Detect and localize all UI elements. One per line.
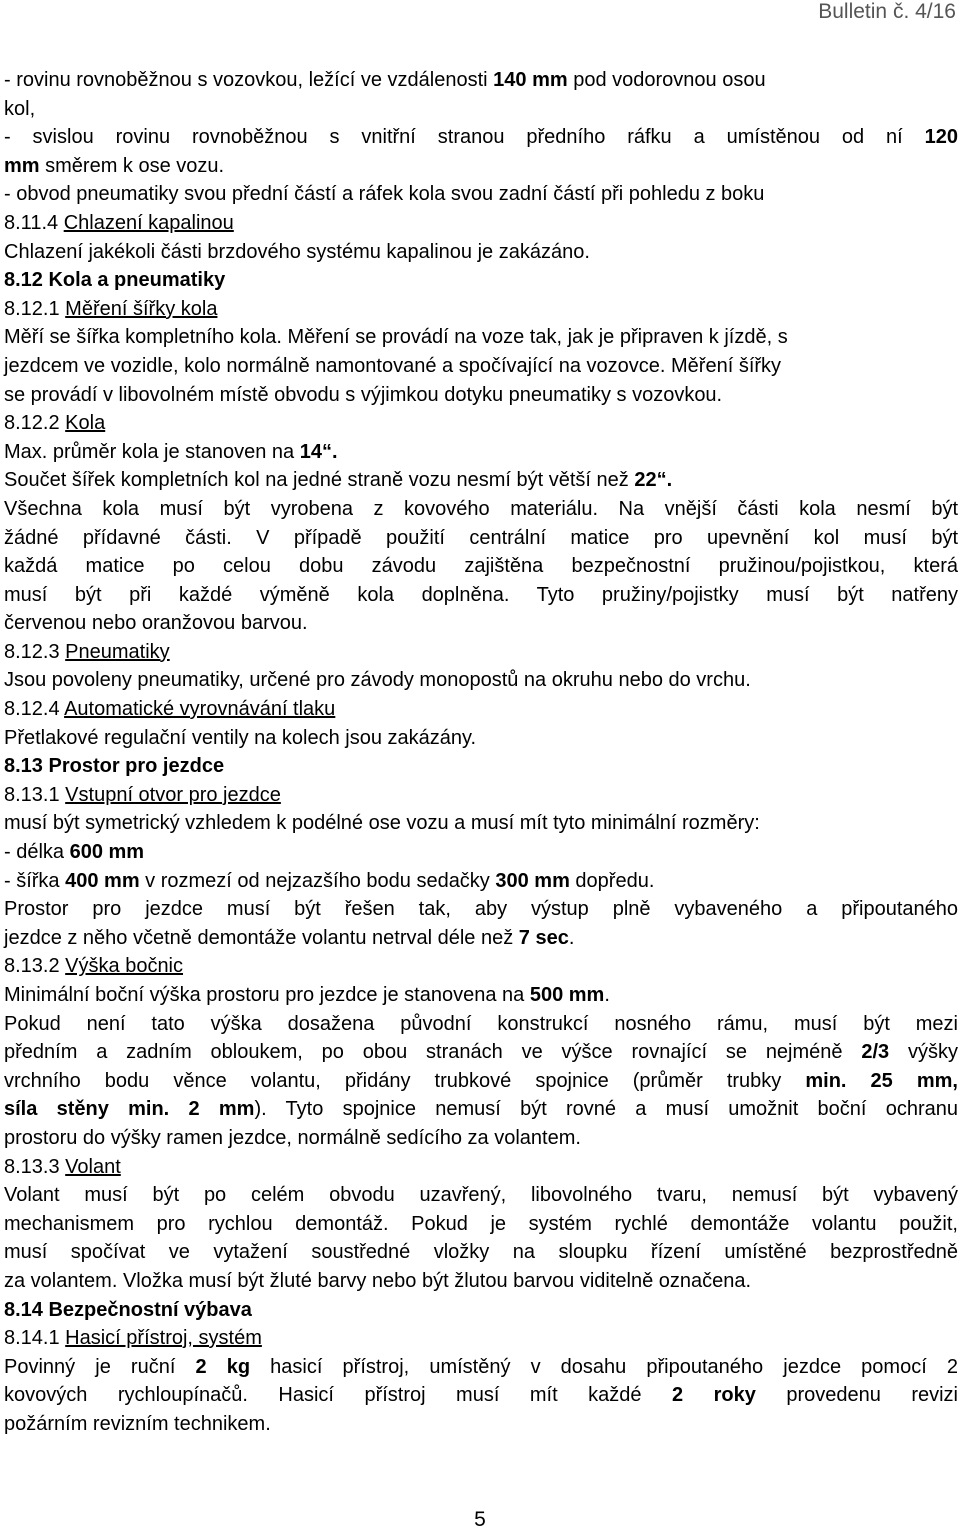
text-span: 8.12.1	[4, 297, 66, 320]
text-line	[4, 66, 958, 95]
text-span: 8.12.3	[4, 640, 66, 663]
text-span: požárním revizním technikem.	[4, 1412, 271, 1435]
text-span: 8.12.2	[4, 412, 66, 435]
text-span: - svislou rovinu rovnoběžnou s vnitřní stranou předního ráfku a umístěnou od ní	[4, 126, 925, 149]
text-line	[4, 438, 958, 467]
text-line	[4, 152, 958, 181]
bold-text: 140 mm	[493, 69, 568, 91]
text-span: Měří se šířka kompletního kola. Měření se provádí na voze tak, jak je připraven k jízdě, s	[4, 326, 788, 349]
text-line	[4, 1124, 958, 1153]
text-span: - šířka	[4, 869, 66, 892]
text-span: Povinný je ruční	[4, 1355, 196, 1378]
text-span: Volant musí být po celém obvodu uzavřený, libovolného tvaru, nemusí být vybavený	[4, 1184, 958, 1207]
section-title: Hasicí přístroj, systém	[65, 1327, 262, 1350]
text-span: .	[568, 926, 575, 949]
text-line	[4, 1381, 958, 1410]
text-span: předním a zadním obloukem, po obou stranách ve výšce rovnající se nejméně	[4, 1041, 862, 1064]
bold-text: síla stěny min. 2 mm	[4, 1098, 255, 1121]
text-line	[4, 495, 958, 524]
text-span: - délka	[4, 841, 70, 864]
text-line	[4, 981, 958, 1010]
text-span: Chlazení jakékoli části brzdového systému kapalinou je zakázáno.	[4, 240, 590, 263]
text-line	[4, 1095, 958, 1124]
text-span: 8.14.1	[4, 1327, 66, 1350]
text-span: červenou nebo oranžovou barvou.	[4, 612, 308, 635]
text-span: v rozmezí od nejzazšího bodu sedačky	[139, 869, 496, 892]
text-span: žádné přídavné části. V případě použití centrální matice pro upevnění kol musí být	[4, 526, 958, 549]
text-span: směrem k ose vozu.	[39, 154, 225, 177]
bold-text: 7 sec	[518, 926, 569, 949]
bold-text: 8.14 Bezpečnostní výbava	[4, 1298, 252, 1321]
text-line	[4, 781, 958, 810]
text-line	[4, 695, 958, 724]
text-span: jezdce z něho včetně demontáže volantu netrval déle než	[4, 926, 519, 949]
bold-text: 2 kg	[195, 1355, 251, 1378]
text-span: musí být symetrický vzhledem k podélné ose vozu a musí mít tyto minimální rozměry:	[4, 812, 760, 835]
text-span: vrchního bodu věnce volantu, přidány trubkové spojnice (průměr trubky	[4, 1069, 806, 1092]
text-span: za volantem. Vložka musí být žluté barvy nebo být žlutou barvou viditelně označena.	[4, 1269, 752, 1292]
text-span: musí spočívat ve vytažení soustředné vložky na sloupku řízení umístěné bezprostředně	[4, 1241, 958, 1264]
section-title: Chlazení kapalinou	[63, 211, 234, 234]
text-line	[4, 952, 958, 981]
text-span: .	[604, 984, 610, 1006]
text-span: výšky	[889, 1041, 958, 1064]
text-line	[4, 581, 958, 610]
bold-text: 2 roky	[671, 1384, 756, 1407]
text-line	[4, 381, 958, 410]
text-line	[4, 1210, 958, 1239]
text-span: Prostor pro jezdce musí být řešen tak, aby výstup plně vybaveného a připoutaného	[4, 898, 958, 921]
section-title: Pneumatiky	[65, 640, 170, 663]
text-span: Jsou povoleny pneumatiky, určené pro závody monopostů na okruhu nebo do vrchu.	[4, 669, 751, 692]
bold-text: 14“.	[299, 440, 338, 463]
bold-text: min. 25 mm,	[805, 1069, 958, 1092]
text-span: prostoru do výšky ramen jezdce, normálně sedícího za volantem.	[4, 1126, 581, 1149]
text-line	[4, 352, 958, 381]
text-span: Pokud není tato výška dosažena původní konstrukcí nosného rámu, musí být mezi	[4, 1012, 958, 1035]
text-line	[4, 466, 958, 495]
text-line	[4, 895, 958, 924]
text-line	[4, 1353, 958, 1382]
bold-text: 22“.	[634, 469, 673, 492]
text-span: Všechna kola musí být vyrobena z kovového materiálu. Na vnější části kola nesmí být	[4, 497, 958, 520]
text-span: Minimální boční výška prostoru pro jezdce je stanovena na	[4, 984, 530, 1006]
text-line	[4, 867, 958, 896]
text-line	[4, 609, 958, 638]
text-line	[4, 323, 958, 352]
text-line	[4, 238, 958, 267]
text-span: - rovinu rovnoběžnou s vozovkou, ležící ve vzdálenosti	[4, 69, 494, 91]
text-span: 8.13.3	[4, 1155, 66, 1178]
bold-text: 600 mm	[69, 841, 145, 864]
text-span: 8.12.4	[4, 698, 65, 721]
section-title: Automatické vyrovnávání tlaku	[64, 698, 336, 721]
text-span: Přetlakové regulační ventily na kolech jsou zakázány.	[4, 726, 477, 749]
text-line	[4, 1324, 958, 1353]
section-title: Výška bočnic	[65, 955, 184, 978]
page-number: 5	[474, 1508, 486, 1531]
text-line	[4, 266, 958, 295]
text-line	[4, 724, 958, 753]
text-span: 8.13.2	[4, 955, 66, 978]
text-line	[4, 123, 958, 152]
section-title: Vstupní otvor pro jezdce	[65, 783, 281, 806]
text-span: Max. průměr kola je stanoven na	[4, 440, 300, 463]
text-span: kol,	[4, 97, 36, 120]
text-line	[4, 409, 958, 438]
text-span: musí být při každé výměně kola doplněna. Tyto pružiny/pojistky musí být natřeny	[4, 583, 958, 606]
text-line	[4, 1038, 958, 1067]
text-line	[4, 752, 958, 781]
bold-text: 8.12 Kola a pneumatiky	[4, 269, 226, 292]
text-span: ). Tyto spojnice nemusí být rovné a musí umožnit boční ochranu	[254, 1098, 958, 1121]
text-line	[4, 552, 958, 581]
text-span: mechanismem pro rychlou demontáž. Pokud je systém rychlé demontáže volantu použit,	[4, 1212, 958, 1235]
section-title: Kola	[65, 412, 106, 435]
text-line	[4, 1410, 958, 1439]
text-line	[4, 1238, 958, 1267]
page-header: Bulletin č. 4/16	[818, 0, 956, 23]
text-span: - obvod pneumatiky svou přední částí a ráfek kola svou zadní částí při pohledu z boku	[4, 183, 765, 206]
text-span: provedenu revizi	[755, 1384, 958, 1407]
text-line	[4, 95, 958, 124]
text-line	[4, 838, 958, 867]
text-line	[4, 180, 958, 209]
bold-text: 400 mm	[65, 869, 140, 892]
text-line	[4, 924, 958, 953]
bold-text: 300 mm	[495, 869, 570, 892]
bold-text: mm	[4, 154, 40, 177]
text-line	[4, 1153, 958, 1182]
text-span: 8.11.4	[4, 211, 64, 234]
text-span: se provádí v libovolném místě obvodu s výjimkou dotyku pneumatiky s vozovkou.	[4, 383, 723, 406]
text-line	[4, 295, 958, 324]
text-span: kovových rychloupínačů. Hasicí přístroj musí mít každé	[4, 1384, 672, 1407]
text-line	[4, 809, 958, 838]
bold-text: 120	[924, 126, 958, 149]
bold-text: 2/3	[861, 1041, 890, 1064]
section-title: Volant	[65, 1155, 121, 1178]
text-line	[4, 1010, 958, 1039]
text-span: hasicí přístroj, umístěný v dosahu připoutaného jezdce pomocí 2	[250, 1355, 958, 1378]
bold-text: 8.13 Prostor pro jezdce	[4, 755, 225, 778]
text-span: Součet šířek kompletních kol na jedné straně vozu nesmí být větší než	[4, 469, 635, 492]
document-body	[4, 66, 958, 1439]
bold-text: 500 mm	[529, 984, 605, 1006]
text-line	[4, 666, 958, 695]
text-line	[4, 524, 958, 553]
text-span: dopředu.	[569, 869, 655, 892]
text-span: pod vodorovnou osou	[567, 69, 766, 91]
text-line	[4, 638, 958, 667]
text-line	[4, 1296, 958, 1325]
text-span: každá matice po celou dobu závodu zajištěna bezpečnostní pružinou/pojistkou, která	[4, 555, 958, 578]
text-line	[4, 1181, 958, 1210]
text-line	[4, 1267, 958, 1296]
text-span: jezdcem ve vozidle, kolo normálně namontované a spočívající na vozovce. Měření šířky	[4, 354, 782, 377]
text-line	[4, 209, 958, 238]
section-title: Měření šířky kola	[65, 297, 218, 320]
text-line	[4, 1067, 958, 1096]
text-span: 8.13.1	[4, 783, 66, 806]
